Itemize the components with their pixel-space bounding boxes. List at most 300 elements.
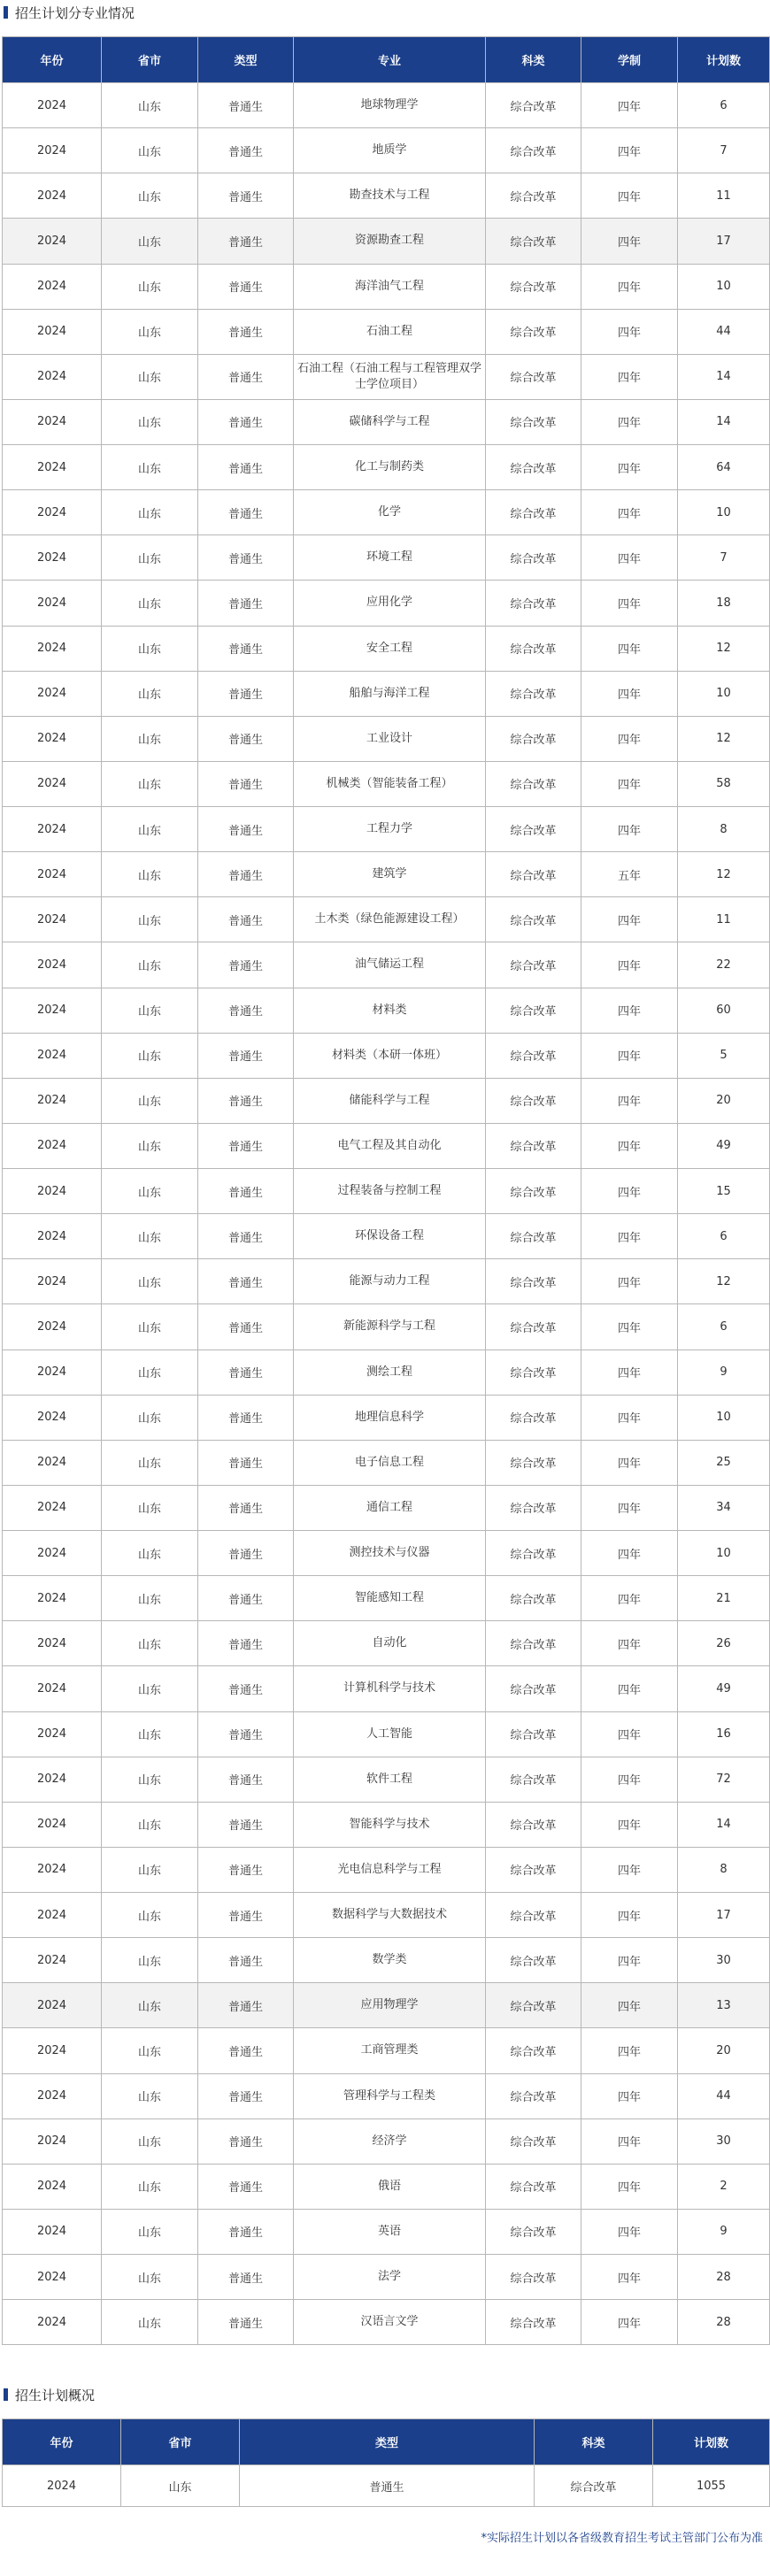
table-cell: 山东: [102, 581, 198, 626]
table-row: [3, 490, 770, 535]
table-cell: 2024: [3, 1938, 102, 1983]
table-cell: 2024: [3, 2164, 102, 2209]
table-cell: 四年: [581, 1440, 678, 1485]
table-cell: 山东: [102, 1893, 198, 1938]
major-cell: 材料类: [294, 988, 486, 1033]
table-cell: 四年: [581, 2209, 678, 2254]
major-cell: 勘查技术与工程: [294, 173, 486, 219]
table-cell: 10: [678, 264, 770, 309]
table-cell: 普通生: [198, 1938, 294, 1983]
table-row: [3, 942, 770, 988]
table-cell: 60: [678, 988, 770, 1033]
table-cell: 四年: [581, 264, 678, 309]
table-cell: 28: [678, 2300, 770, 2345]
table-cell: 四年: [581, 761, 678, 806]
table-cell: 10: [678, 1395, 770, 1440]
table-cell: 四年: [581, 1033, 678, 1078]
table-cell: 综合改革: [486, 2300, 581, 2345]
table-cell: 四年: [581, 1666, 678, 1711]
table-cell: 14: [678, 354, 770, 399]
table-cell: 49: [678, 1666, 770, 1711]
column-header: 省市: [121, 2419, 240, 2465]
table-cell: 山东: [102, 2118, 198, 2164]
table-cell: 9: [678, 2209, 770, 2254]
major-cell: 法学: [294, 2255, 486, 2300]
table-cell: 普通生: [198, 1395, 294, 1440]
table-cell: 1055: [653, 2465, 770, 2507]
major-cell: 化工与制药类: [294, 445, 486, 490]
table-cell: 四年: [581, 309, 678, 354]
table-cell: 四年: [581, 2164, 678, 2209]
table-cell: 普通生: [198, 988, 294, 1033]
major-cell: 数据科学与大数据技术: [294, 1893, 486, 1938]
major-cell: 工商管理类: [294, 2028, 486, 2073]
table-cell: 普通生: [198, 2209, 294, 2254]
table-row: [3, 2118, 770, 2164]
plan-table-body: [3, 83, 770, 2345]
table-cell: 30: [678, 1938, 770, 1983]
table-cell: 四年: [581, 2255, 678, 2300]
table-cell: 普通生: [198, 1576, 294, 1621]
column-header: 计划数: [678, 37, 770, 83]
table-cell: 四年: [581, 490, 678, 535]
table-cell: 普通生: [198, 716, 294, 761]
table-cell: 普通生: [198, 1621, 294, 1666]
table-cell: 17: [678, 1893, 770, 1938]
table-cell: 2024: [3, 897, 102, 942]
table-cell: 四年: [581, 1711, 678, 1757]
table-cell: 21: [678, 1576, 770, 1621]
major-cell: 光电信息科学与工程: [294, 1847, 486, 1892]
major-cell: 建筑学: [294, 852, 486, 897]
table-cell: 四年: [581, 128, 678, 173]
table-cell: 四年: [581, 626, 678, 671]
table-cell: 2024: [3, 1304, 102, 1350]
table-cell: 四年: [581, 1214, 678, 1259]
table-cell: 山东: [102, 1169, 198, 1214]
table-cell: 2024: [3, 2255, 102, 2300]
table-cell: 2024: [3, 83, 102, 128]
table-cell: 2024: [3, 1123, 102, 1168]
table-cell: 2024: [3, 173, 102, 219]
table-cell: 山东: [102, 83, 198, 128]
table-cell: 综合改革: [486, 264, 581, 309]
table-cell: 34: [678, 1485, 770, 1530]
table-cell: 2024: [3, 2209, 102, 2254]
table-cell: 2024: [3, 942, 102, 988]
table-cell: 12: [678, 716, 770, 761]
table-cell: 6: [678, 1304, 770, 1350]
column-header: 专业: [294, 37, 486, 83]
table-cell: 山东: [102, 2028, 198, 2073]
table-cell: 2024: [3, 671, 102, 716]
table-cell: 山东: [102, 1621, 198, 1666]
table-cell: 四年: [581, 535, 678, 581]
table-cell: 2024: [3, 852, 102, 897]
table-row: [3, 2028, 770, 2073]
table-cell: 综合改革: [486, 2073, 581, 2118]
table-cell: 普通生: [198, 83, 294, 128]
table-cell: 四年: [581, 1847, 678, 1892]
table-cell: 普通生: [198, 1214, 294, 1259]
table-cell: 普通生: [198, 219, 294, 264]
table-cell: 12: [678, 1259, 770, 1304]
table-cell: 普通生: [198, 626, 294, 671]
table-cell: 普通生: [198, 1304, 294, 1350]
table-cell: 四年: [581, 988, 678, 1033]
table-cell: 普通生: [198, 2118, 294, 2164]
table-cell: 2024: [3, 399, 102, 444]
table-cell: 综合改革: [486, 1983, 581, 2028]
table-cell: 2024: [3, 264, 102, 309]
major-cell: 测控技术与仪器: [294, 1531, 486, 1576]
table-header-row: [3, 2419, 770, 2465]
table-cell: 普通生: [198, 445, 294, 490]
table-cell: 山东: [102, 535, 198, 581]
table-cell: 山东: [102, 942, 198, 988]
table-cell: 综合改革: [486, 1123, 581, 1168]
table-cell: 2024: [3, 626, 102, 671]
table-cell: 综合改革: [486, 535, 581, 581]
table-cell: 综合改革: [486, 219, 581, 264]
table-cell: 普通生: [198, 1802, 294, 1847]
table-cell: 四年: [581, 1259, 678, 1304]
table-cell: 四年: [581, 219, 678, 264]
table-cell: 山东: [102, 1938, 198, 1983]
table-cell: 综合改革: [486, 309, 581, 354]
table-row: [3, 1531, 770, 1576]
table-cell: 山东: [102, 626, 198, 671]
table-row: [3, 1757, 770, 1802]
table-row: [3, 1485, 770, 1530]
table-cell: 普通生: [198, 2028, 294, 2073]
table-cell: 普通生: [198, 1123, 294, 1168]
major-cell: 能源与动力工程: [294, 1259, 486, 1304]
table-cell: 四年: [581, 1576, 678, 1621]
table-cell: 综合改革: [486, 626, 581, 671]
table-cell: 17: [678, 219, 770, 264]
table-cell: 山东: [102, 1304, 198, 1350]
table-cell: 14: [678, 1802, 770, 1847]
table-cell: 20: [678, 1078, 770, 1123]
table-cell: 普通生: [198, 581, 294, 626]
table-cell: 2024: [3, 807, 102, 852]
column-header: 年份: [3, 37, 102, 83]
major-cell: 智能科学与技术: [294, 1802, 486, 1847]
table-cell: 四年: [581, 897, 678, 942]
table-cell: 普通生: [198, 264, 294, 309]
table-cell: 山东: [102, 1802, 198, 1847]
table-cell: 普通生: [198, 1350, 294, 1395]
table-cell: 山东: [102, 761, 198, 806]
table-row: [3, 1304, 770, 1350]
table-cell: 10: [678, 490, 770, 535]
table-cell: 山东: [102, 1711, 198, 1757]
table-cell: 山东: [102, 1033, 198, 1078]
table-cell: 综合改革: [486, 490, 581, 535]
table-cell: 四年: [581, 1893, 678, 1938]
table-row: [3, 2164, 770, 2209]
column-header: 科类: [486, 37, 581, 83]
table-cell: 山东: [121, 2465, 240, 2507]
table-cell: 2024: [3, 1802, 102, 1847]
table-cell: 四年: [581, 581, 678, 626]
table-cell: 11: [678, 173, 770, 219]
major-cell: 俄语: [294, 2164, 486, 2209]
table-cell: 综合改革: [486, 2255, 581, 2300]
table-row: [3, 354, 770, 399]
table-cell: 山东: [102, 1576, 198, 1621]
table-cell: 2024: [3, 1259, 102, 1304]
table-row: [3, 1078, 770, 1123]
major-cell: 土木类（绿色能源建设工程）: [294, 897, 486, 942]
table-cell: 综合改革: [486, 1893, 581, 1938]
table-row: [3, 1169, 770, 1214]
table-cell: 普通生: [198, 1033, 294, 1078]
table-row: [3, 1621, 770, 1666]
table-cell: 综合改革: [486, 1078, 581, 1123]
table-cell: 普通生: [198, 173, 294, 219]
table-cell: 7: [678, 535, 770, 581]
table-row: [3, 445, 770, 490]
table-row: [3, 83, 770, 128]
table-cell: 普通生: [198, 490, 294, 535]
table-cell: 四年: [581, 671, 678, 716]
table-cell: 四年: [581, 1757, 678, 1802]
table-cell: 8: [678, 1847, 770, 1892]
column-header: 科类: [535, 2419, 653, 2465]
table-cell: 综合改革: [486, 1395, 581, 1440]
table-cell: 山东: [102, 2164, 198, 2209]
table-cell: 山东: [102, 173, 198, 219]
table-cell: 10: [678, 1531, 770, 1576]
section-title-text: 招生计划分专业情况: [15, 4, 135, 21]
table-cell: 普通生: [198, 761, 294, 806]
table-cell: 2024: [3, 1350, 102, 1395]
table-cell: 普通生: [198, 671, 294, 716]
table-cell: 2024: [3, 988, 102, 1033]
table-cell: 普通生: [198, 807, 294, 852]
table-cell: 综合改革: [486, 1304, 581, 1350]
table-cell: 普通生: [198, 1757, 294, 1802]
table-cell: 普通生: [198, 852, 294, 897]
table-cell: 四年: [581, 1485, 678, 1530]
table-cell: 2024: [3, 309, 102, 354]
column-header: 省市: [102, 37, 198, 83]
major-cell: 计算机科学与技术: [294, 1666, 486, 1711]
table-row: [3, 1395, 770, 1440]
table-cell: 综合改革: [486, 1259, 581, 1304]
table-cell: 山东: [102, 2073, 198, 2118]
table-cell: 山东: [102, 1757, 198, 1802]
table-cell: 山东: [102, 354, 198, 399]
table-cell: 四年: [581, 1983, 678, 2028]
major-cell: 储能科学与工程: [294, 1078, 486, 1123]
column-header: 年份: [3, 2419, 121, 2465]
table-cell: 普通生: [198, 354, 294, 399]
table-cell: 2024: [3, 716, 102, 761]
table-cell: 2024: [3, 1169, 102, 1214]
table-cell: 2024: [3, 1485, 102, 1530]
table-cell: 山东: [102, 1440, 198, 1485]
table-cell: 7: [678, 128, 770, 173]
table-cell: 综合改革: [535, 2465, 653, 2507]
table-cell: 普通生: [198, 1983, 294, 2028]
plan-overview-table: [2, 2418, 770, 2507]
table-cell: 13: [678, 1983, 770, 2028]
table-cell: 2024: [3, 1078, 102, 1123]
table-cell: 2024: [3, 1576, 102, 1621]
table-row: [3, 173, 770, 219]
table-cell: 5: [678, 1033, 770, 1078]
table-cell: 综合改革: [486, 761, 581, 806]
table-cell: 山东: [102, 1983, 198, 2028]
table-cell: 72: [678, 1757, 770, 1802]
table-cell: 2024: [3, 1395, 102, 1440]
table-row: [3, 128, 770, 173]
table-cell: 26: [678, 1621, 770, 1666]
table-cell: 2024: [3, 490, 102, 535]
table-cell: 2024: [3, 445, 102, 490]
table-cell: 普通生: [198, 1485, 294, 1530]
table-row: [3, 761, 770, 806]
major-cell: 汉语言文学: [294, 2300, 486, 2345]
table-cell: 四年: [581, 2118, 678, 2164]
title-marker-icon: [4, 6, 8, 19]
table-cell: 综合改革: [486, 716, 581, 761]
table-cell: 2024: [3, 1757, 102, 1802]
table-cell: 综合改革: [486, 581, 581, 626]
major-cell: 通信工程: [294, 1485, 486, 1530]
major-cell: 过程装备与控制工程: [294, 1169, 486, 1214]
table-row: [3, 807, 770, 852]
table-cell: 44: [678, 2073, 770, 2118]
table-row: [3, 897, 770, 942]
table-cell: 山东: [102, 852, 198, 897]
table-cell: 综合改革: [486, 2209, 581, 2254]
table-cell: 普通生: [240, 2465, 535, 2507]
major-cell: 碳储科学与工程: [294, 399, 486, 444]
table-cell: 综合改革: [486, 173, 581, 219]
table-cell: 四年: [581, 2028, 678, 2073]
table-cell: 山东: [102, 988, 198, 1033]
table-cell: 2: [678, 2164, 770, 2209]
major-cell: 数学类: [294, 1938, 486, 1983]
table-cell: 综合改革: [486, 354, 581, 399]
plan-by-major-table: [2, 36, 770, 2345]
table-cell: 综合改革: [486, 897, 581, 942]
table-cell: 四年: [581, 1304, 678, 1350]
table-cell: 综合改革: [486, 1576, 581, 1621]
major-cell: 应用物理学: [294, 1983, 486, 2028]
table-cell: 山东: [102, 1123, 198, 1168]
table-cell: 山东: [102, 2300, 198, 2345]
table-cell: 山东: [102, 128, 198, 173]
table-cell: 山东: [102, 1350, 198, 1395]
table-cell: 普通生: [198, 1169, 294, 1214]
table-row: [3, 1983, 770, 2028]
table-cell: 普通生: [198, 535, 294, 581]
table-cell: 四年: [581, 1531, 678, 1576]
table-row: [3, 581, 770, 626]
table-cell: 普通生: [198, 897, 294, 942]
table-cell: 山东: [102, 445, 198, 490]
table-cell: 15: [678, 1169, 770, 1214]
table-cell: 6: [678, 83, 770, 128]
table-row: [3, 1893, 770, 1938]
table-cell: 综合改革: [486, 942, 581, 988]
table-cell: 12: [678, 626, 770, 671]
major-cell: 地理信息科学: [294, 1395, 486, 1440]
table-cell: 四年: [581, 1078, 678, 1123]
major-cell: 资源勘查工程: [294, 219, 486, 264]
table-row: [3, 1214, 770, 1259]
table-cell: 2024: [3, 581, 102, 626]
footnote: *实际招生计划以各省级教育招生考试主管部门公布为准: [481, 2532, 763, 2546]
table-row: [3, 1711, 770, 1757]
table-cell: 山东: [102, 1395, 198, 1440]
table-cell: 综合改革: [486, 445, 581, 490]
table-cell: 综合改革: [486, 671, 581, 716]
table-cell: 综合改革: [486, 1802, 581, 1847]
table-row: [3, 535, 770, 581]
table-cell: 2024: [3, 219, 102, 264]
table-cell: 普通生: [198, 1440, 294, 1485]
table-cell: 五年: [581, 852, 678, 897]
table-cell: 2024: [3, 1440, 102, 1485]
table-cell: 山东: [102, 2255, 198, 2300]
major-cell: 工业设计: [294, 716, 486, 761]
table-header-row: [3, 37, 770, 83]
table-cell: 28: [678, 2255, 770, 2300]
table-cell: 16: [678, 1711, 770, 1757]
table-cell: 四年: [581, 1938, 678, 1983]
table-cell: 普通生: [198, 2073, 294, 2118]
table-cell: 综合改革: [486, 852, 581, 897]
major-cell: 经济学: [294, 2118, 486, 2164]
column-header: 计划数: [653, 2419, 770, 2465]
major-cell: 环境工程: [294, 535, 486, 581]
table-cell: 14: [678, 399, 770, 444]
table-cell: 普通生: [198, 2164, 294, 2209]
table-row: [3, 2465, 770, 2507]
major-cell: 地球物理学: [294, 83, 486, 128]
major-cell: 安全工程: [294, 626, 486, 671]
major-cell: 电子信息工程: [294, 1440, 486, 1485]
table-cell: 11: [678, 897, 770, 942]
table-cell: 2024: [3, 1033, 102, 1078]
table-cell: 2024: [3, 1214, 102, 1259]
table-cell: 普通生: [198, 2300, 294, 2345]
table-cell: 综合改革: [486, 1350, 581, 1395]
table-cell: 6: [678, 1214, 770, 1259]
table-cell: 2024: [3, 2073, 102, 2118]
major-cell: 英语: [294, 2209, 486, 2254]
table-row: [3, 852, 770, 897]
table-row: [3, 1802, 770, 1847]
table-cell: 综合改革: [486, 1847, 581, 1892]
table-row: [3, 219, 770, 264]
table-cell: 综合改革: [486, 1440, 581, 1485]
table-row: [3, 309, 770, 354]
section-title-majors: [0, 0, 770, 25]
table-cell: 普通生: [198, 1078, 294, 1123]
table-cell: 25: [678, 1440, 770, 1485]
table-cell: 山东: [102, 807, 198, 852]
table-cell: 2024: [3, 2300, 102, 2345]
major-cell: 海洋油气工程: [294, 264, 486, 309]
table-cell: 综合改革: [486, 2118, 581, 2164]
